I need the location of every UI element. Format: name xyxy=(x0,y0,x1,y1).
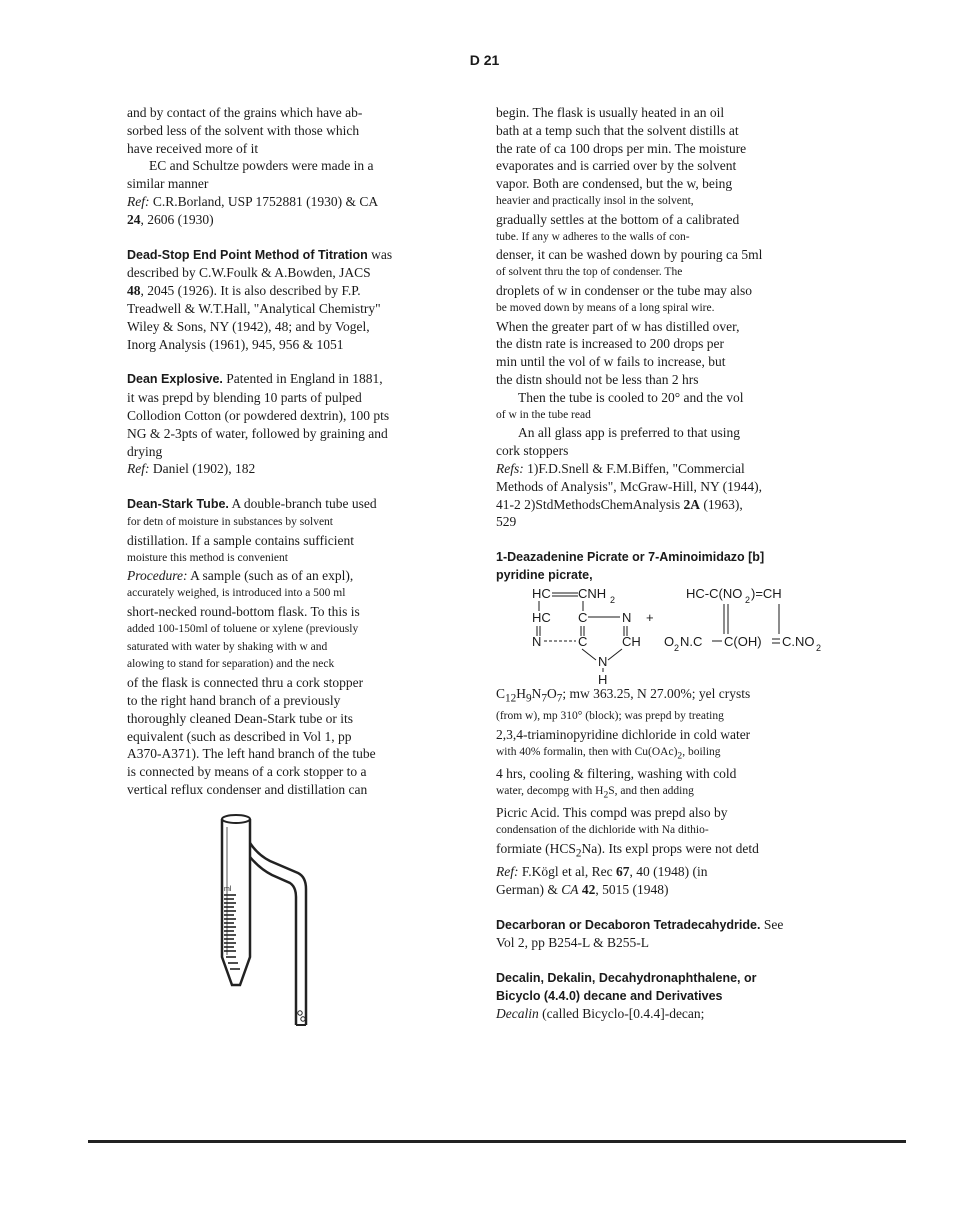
formula-atom: N xyxy=(598,654,608,670)
text-line: droplets of w in condenser or the tube may also xyxy=(496,282,753,298)
entry-line: for detn of moisture in substances by solvent xyxy=(127,515,334,528)
text-line: the rate of ca 100 drops per min. The moisture xyxy=(496,140,747,156)
text-line: denser, it can be washed down by pouring ca 5ml xyxy=(496,247,763,263)
formula-atom: C(OH) xyxy=(724,634,762,650)
reference-daniel xyxy=(127,460,455,478)
footer-rule xyxy=(88,1140,906,1143)
formula-subscript: 2 xyxy=(816,643,822,654)
refs-line: Methods of Analysis", McGraw-Hill, NY (1944), xyxy=(496,478,762,494)
ref-text: F.Kögl et al, Rec xyxy=(518,864,617,880)
entry-line: Inorg Analysis (1961), 945, 956 & 1051 xyxy=(127,336,344,352)
text-line: bath at a temp such that the solvent distills at xyxy=(496,122,739,138)
text-span: S, and then adding xyxy=(608,784,694,797)
ref-text: 1)F.D.Snell & F.M.Biffen, "Commercial xyxy=(523,460,745,476)
text-span: with 40% formalin, then with Cu(OAc) xyxy=(496,746,678,758)
formula-subscript: 2 xyxy=(745,595,751,606)
formula-atom: HC-C(NO xyxy=(686,586,743,602)
text-line: be moved down by means of a long spiral wire. xyxy=(496,301,715,314)
formula-atom: N xyxy=(622,610,632,626)
formula-element: H xyxy=(516,685,527,701)
entry-line: it was prepd by blending 10 parts of pulped xyxy=(127,390,362,406)
refs-line xyxy=(496,496,826,514)
entry-title: Bicyclo (4.4.0) decane and Derivatives xyxy=(496,989,723,1004)
text-line: gradually settles at the bottom of a calibrated xyxy=(496,211,740,227)
tube-opening xyxy=(222,815,250,823)
reference-kogl-cont xyxy=(496,881,826,899)
entry-title: pyridine picrate, xyxy=(496,568,593,583)
formula-line xyxy=(496,685,826,708)
formula-atom: N.C xyxy=(680,634,703,650)
intro-line: have received more of it xyxy=(127,140,259,156)
entry-line: Collodion Cotton (or powdered dextrin), 100 pts xyxy=(127,407,390,423)
text-line xyxy=(496,744,826,765)
ref-volume: 2A xyxy=(683,496,700,512)
dean-stark-tube-diagram xyxy=(210,807,330,1029)
reference-borland xyxy=(127,193,455,211)
text-line: Vol 2, pp B254-L & B255-L xyxy=(496,935,650,951)
text-line xyxy=(496,783,826,804)
entry-line: saturated with water by shaking with w and xyxy=(127,640,328,653)
graduated-tube xyxy=(222,819,250,985)
ref-text: , 5015 (1948) xyxy=(595,881,669,897)
formula-atom: H xyxy=(598,672,608,688)
entry-line: added 100-150ml of toluene or xylene (previously xyxy=(127,622,359,635)
text-line: An all glass app is preferred to that using xyxy=(518,425,740,441)
ec-line: EC and Schultze powders were made in a xyxy=(149,158,374,174)
refs-line: 529 xyxy=(496,514,517,530)
entry-line: of the flask is connected thru a cork stopper xyxy=(127,675,364,691)
formula-atom: C.NO xyxy=(782,634,815,650)
formula-subscript: 2 xyxy=(610,595,616,606)
text-line: of w in the tube read xyxy=(496,408,591,421)
entry-line: Wiley & Sons, NY (1942), 48; and by Vogel, xyxy=(127,318,370,334)
entry-line: equivalent (such as described in Vol 1, pp xyxy=(127,728,352,744)
formula-subscript: 2 xyxy=(575,847,582,860)
entry-text: was xyxy=(367,246,393,262)
entry-line: vertical reflux condenser and distillation can xyxy=(127,781,368,797)
formula-atom: HC xyxy=(532,610,551,626)
text-line: vapor. Both are condensed, but the w, being xyxy=(496,176,733,192)
reference-borland-cont xyxy=(127,211,455,229)
entry-title: Decarboran or Decaboron Tetradecahydride. xyxy=(496,917,761,932)
entry-dead-stop xyxy=(127,246,455,265)
ec-line: similar manner xyxy=(127,176,209,192)
entry-decarboran xyxy=(496,916,826,935)
text-line: cork stoppers xyxy=(496,443,569,459)
right-column xyxy=(496,104,826,1023)
ref-text: , 40 (1948) (in xyxy=(629,864,708,880)
ref-tail: , 2606 (1930) xyxy=(140,211,214,227)
ref-text: 41-2 2)StdMethodsChemAnalysis xyxy=(496,496,684,512)
entry-line: A370-A371). The left hand branch of the tube xyxy=(127,746,376,762)
entry-text: (called Bicyclo-[0.4.4]-decan; xyxy=(538,1006,705,1022)
ref-volume: 24 xyxy=(127,211,141,227)
structural-formula xyxy=(496,586,826,688)
procedure-label: Procedure: xyxy=(127,568,188,584)
graduation-marks xyxy=(224,895,240,969)
formula-atom: )=CH xyxy=(751,586,782,602)
entry-line: Treadwell & W.T.Hall, "Analytical Chemistry" xyxy=(127,300,381,316)
formula-plus: + xyxy=(646,610,654,626)
entry-text: A double-branch tube used xyxy=(228,496,377,512)
entry-title: Dean Explosive. xyxy=(127,372,223,387)
left-column xyxy=(127,104,455,799)
entry-line: thoroughly cleaned Dean-Stark tube or its xyxy=(127,710,354,726)
formula-subscript: 7 xyxy=(556,692,563,705)
entry-title: 1-Deazadenine Picrate or 7-Aminoimidazo [b] xyxy=(496,550,765,565)
text-line: of solvent thru the top of condenser. The xyxy=(496,266,683,279)
text-line: min until the vol of w fails to increase, but xyxy=(496,354,726,370)
text-span: Na). Its expl props were not detd xyxy=(581,840,759,856)
text-line xyxy=(496,840,826,863)
text-line: 4 hrs, cooling & filtering, washing with cold xyxy=(496,766,737,782)
entry-text: , 2045 (1926). It is also described by F.P. xyxy=(140,283,361,299)
formula-atom: CH xyxy=(622,634,641,650)
intro-line: and by contact of the grains which have ab- xyxy=(127,105,363,120)
text-span: water, decompg with H xyxy=(496,784,604,797)
entry-line: drying xyxy=(127,443,163,459)
text-line: condensation of the dichloride with Na dithio- xyxy=(496,823,709,836)
formula-atom: C xyxy=(578,634,588,650)
text-line: 2,3,4-triaminopyridine dichloride in cold water xyxy=(496,727,751,743)
entry-text: See xyxy=(760,916,784,932)
entry-line: distillation. If a sample contains sufficient xyxy=(127,532,354,548)
entry-line: is connected by means of a cork stopper to a xyxy=(127,764,367,780)
entry-italic: Decalin xyxy=(496,1006,539,1022)
formula-atom: CNH xyxy=(578,586,607,602)
formula-atom: C xyxy=(578,610,588,626)
formula-subscript: 12 xyxy=(505,692,517,705)
ref-volume: 42 xyxy=(578,881,596,897)
ref-label: Ref: xyxy=(496,864,519,880)
text-line: evaporates and is carried over by the solvent xyxy=(496,158,737,174)
formula-element: N xyxy=(531,685,542,701)
procedure-line xyxy=(127,567,455,585)
text-line: begin. The flask is usually heated in an oil xyxy=(496,105,725,120)
text-line: the distn should not be less than 2 hrs xyxy=(496,371,699,387)
formula-atom: O xyxy=(664,634,675,650)
text-line: (from w), mp 310° (block); was prepd by treating xyxy=(496,710,724,723)
entry-line: short-necked round-bottom flask. To this is xyxy=(127,603,360,619)
formula-subscript: 2 xyxy=(674,643,680,654)
entry-title: Decalin, Dekalin, Decahydronaphthalene, or xyxy=(496,971,757,986)
ref-text: (1963), xyxy=(700,496,743,512)
ref-journal: CA xyxy=(561,881,579,897)
ml-label: ml xyxy=(224,886,232,893)
ref-volume: 48 xyxy=(127,283,141,299)
text-line: the distn rate is increased to 200 drops per xyxy=(496,336,724,352)
entry-text: Patented in England in 1881, xyxy=(222,371,383,387)
ref-label: Ref: xyxy=(127,193,150,209)
text-line: Picric Acid. This compd was prepd also by xyxy=(496,804,728,820)
entry-line xyxy=(127,282,455,300)
formula-subscript: 2 xyxy=(603,789,609,801)
text-line: heavier and practically insol in the solvent, xyxy=(496,194,694,207)
text-line xyxy=(496,1005,826,1023)
entry-title: Dean-Stark Tube. xyxy=(127,497,229,512)
formula-atom: N xyxy=(532,634,542,650)
text-span: , boiling xyxy=(682,746,721,758)
formula-atom: HC xyxy=(532,586,551,602)
entry-text: A sample (such as of an expl), xyxy=(187,568,354,584)
ref-text: German) & xyxy=(496,881,562,897)
formula-element: O xyxy=(547,685,557,701)
text-span: formiate (HCS xyxy=(496,840,576,856)
entry-dean-stark xyxy=(127,495,455,514)
entry-line: moisture this method is convenient xyxy=(127,551,288,564)
formula-subscript: 2 xyxy=(677,750,683,762)
entry-line: accurately weighed, is introduced into a 500 ml xyxy=(127,587,346,600)
formula-text: ; mw 363.25, N 27.00%; yel crysts xyxy=(562,685,751,701)
entry-line: NG & 2-3pts of water, followed by graining and xyxy=(127,425,388,441)
formula-subscript: 7 xyxy=(541,692,548,705)
formula-subscript: 9 xyxy=(526,692,532,705)
refs-label: Refs: xyxy=(496,460,524,476)
text-line: tube. If any w adheres to the walls of con- xyxy=(496,230,690,243)
reference-kogl xyxy=(496,863,826,881)
intro-line: sorbed less of the solvent with those which xyxy=(127,122,360,138)
entry-line: described by C.W.Foulk & A.Bowden, JACS xyxy=(127,265,371,281)
entry-dean-explosive xyxy=(127,370,455,389)
page-header: D 21 xyxy=(469,52,500,68)
side-arm xyxy=(250,843,306,1025)
refs-line xyxy=(496,460,826,478)
entry-line: alowing to stand for separation) and the neck xyxy=(127,658,335,671)
entry-title: Dead-Stop End Point Method of Titration xyxy=(127,247,368,262)
formula-element: C xyxy=(496,685,506,701)
text-line: Then the tube is cooled to 20° and the vol xyxy=(518,389,744,405)
ref-label: Ref: xyxy=(127,461,150,477)
ref-text: Daniel (1902), 182 xyxy=(149,461,256,477)
ref-text: C.R.Borland, USP 1752881 (1930) & CA xyxy=(149,193,379,209)
entry-line: to the right hand branch of a previously xyxy=(127,692,341,708)
ref-volume: 67 xyxy=(616,864,630,880)
text-line: When the greater part of w has distilled over, xyxy=(496,318,740,334)
